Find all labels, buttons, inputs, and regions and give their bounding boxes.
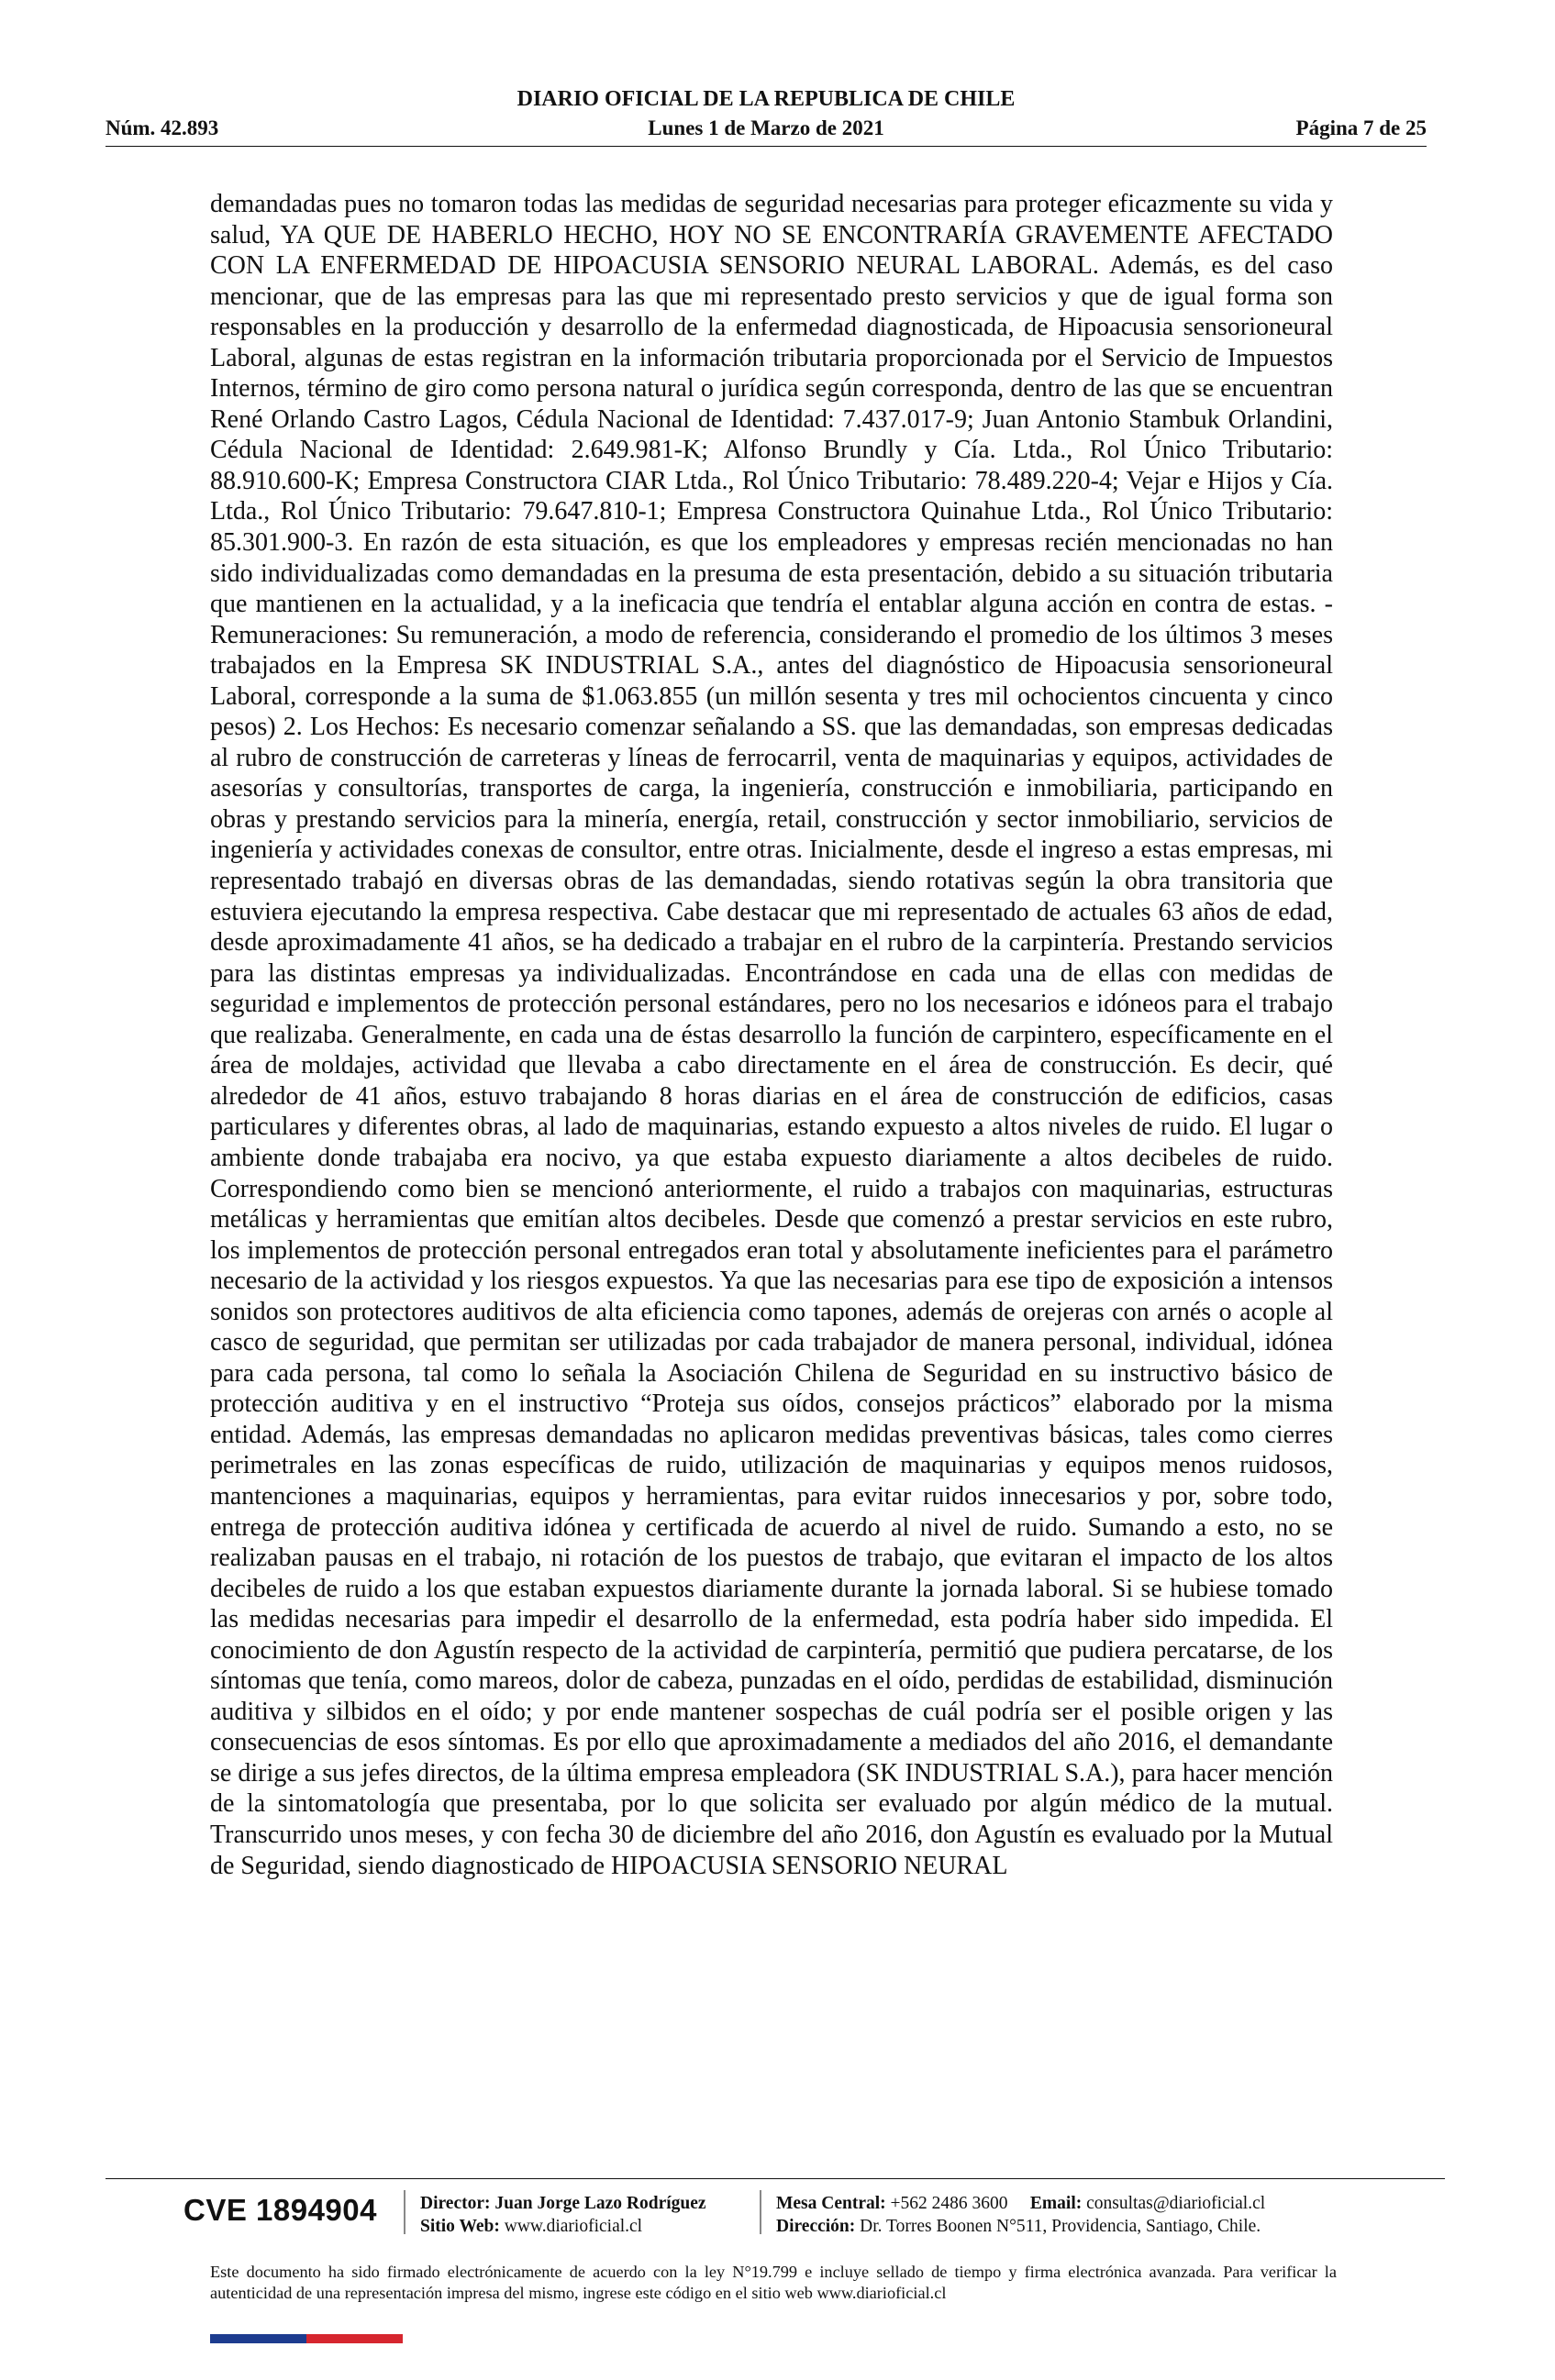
address-label: Dirección: bbox=[776, 2217, 856, 2236]
phone-number: +562 2486 3600 bbox=[890, 2194, 1008, 2213]
issue-number: Núm. 42.893 bbox=[106, 116, 219, 139]
cve-code: CVE 1894904 bbox=[183, 2193, 377, 2227]
publication-title: DIARIO OFICIAL DE LA REPUBLICA DE CHILE bbox=[516, 87, 1016, 111]
header-divider bbox=[106, 146, 1427, 147]
footer-director-block bbox=[420, 2192, 706, 2238]
flag-stripe bbox=[210, 2334, 403, 2343]
address-text: Dr. Torres Boonen N°511, Providencia, Santiago, Chile. bbox=[860, 2217, 1261, 2236]
footer-separator bbox=[760, 2190, 761, 2234]
footer-divider bbox=[106, 2178, 1445, 2179]
body-paragraph: demandadas pues no tomaron todas las medidas de seguridad necesarias para proteger eficazmente su vida y salud, YA QUE DE HABERLO HECHO, HOY NO SE ENCONTRARÍA GRAVEMENTE AFECTADO CON LA ENFERMEDAD DE HIPOACUSIA SENSORIO NEURAL LABORAL. Además, es del caso mencionar, que de las empresas para las que mi representado presto servicios y que de igual forma son responsables en la producción y desarrollo de la enfermedad diagnosticada, de Hipoacusia sensorioneural Laboral, algunas de estas registran en la información tributaria proporcionada por el Servicio de Impuestos Internos, término de giro como persona natural o jurídica según corresponda, dentro de las que se encuentran René Orlando Castro Lagos, Cédula Nacional de Identidad: 7.437.017-9; Juan Antonio Stambuk Orlandini, Cédula Nacional de Identidad: 2.649.981-K; Alfonso Brundly y Cía. Ltda., Rol Único Tributario: 88.910.600-K; Empresa Constructora CIAR Ltda., Rol Único Tributario: 78.489.220-4; Vejar e Hijos y Cía. Ltda., Rol Único Tributario: 79.647.810-1; Empresa Constructora Quinahue Ltda., Rol Único Tributario: 85.301.900-3. En razón de esta situación, es que los empleadores y empresas recién mencionadas no han sido individualizadas como demandadas en la presuma de esta presentación, debido a su situación tributaria que mantienen en la actualidad, y a la ineficacia que tendría el entablar alguna acción en contra de estas. - Remuneraciones: Su remuneración, a modo de referencia, considerando el promedio de los últimos 3 meses trabajados en la Empresa SK INDUSTRIAL S.A., antes del diagnóstico de Hipoacusia sensorioneural Laboral, corresponde a la suma de $1.063.855 (un millón sesenta y tres mil ochocientos cincuenta y cinco pesos) 2. Los Hechos: Es necesario comenzar señalando a SS. que las demandadas, son empresas dedicadas al rubro de construcción de carreteras y líneas de ferrocarril, venta de maquinarias y equipos, actividades de asesorías y consultorías, transportes de carga, la ingeniería, construcción e inmobiliaria, participando en obras y prestando servicios para la minería, energía, retail, construcción y sector inmobiliario, servicios de ingeniería y actividades conexas de consultor, entre otras. Inicialmente, desde el ingreso a estas empresas, mi representado trabajó en diversas obras de las demandadas, siendo rotativas según la obra transitoria que estuviera ejecutando la empresa respectiva. Cabe destacar que mi representado de actuales 63 años de edad, desde aproximadamente 41 años, se ha dedicado a trabajar en el rubro de la carpintería. Prestando servicios para las distintas empresas ya individualizadas. Encontrándose en cada una de ellas con medidas de seguridad e implementos de protección personal estándares, pero no los necesarios e idóneos para el trabajo que realizaba. Generalmente, en cada una de éstas desarrollo la función de carpintero, específicamente en el área de moldajes, actividad que llevaba a cabo directamente en el área de construcción. Es decir, qué alrededor de 41 años, estuvo trabajando 8 horas diarias en el área de construcción de edificios, casas particulares y diferentes obras, al lado de maquinarias, estando expuesto a altos niveles de ruido. El lugar o ambiente donde trabajaba era nocivo, ya que estaba expuesto diariamente a altos decibeles de ruido. Correspondiendo como bien se mencionó anteriormente, el ruido a trabajos con maquinarias, estructuras metálicas y herramientas que emitían altos decibeles. Desde que comenzó a prestar servicios en este rubro, los implementos de protección personal entregados eran total y absolutamente ineficientes para el parámetro necesario de la actividad y los riesgos expuestos. Ya que las necesarias para ese tipo de exposición a intensos sonidos son protectores auditivos de alta eficiencia como tapones, además de orejeras con arnés o acople al casco de seguridad, que permitan ser utilizadas por cada trabajador de manera personal, individual, idónea para cada persona, tal como lo señala la Asociación Chilena de Seguridad en su instructivo básico de protección auditiva y en el instructivo “Proteja sus oídos, consejos prácticos” elaborado por la misma entidad. Además, las empresas demandadas no aplicaron medidas preventivas básicas, tales como cierres perimetrales en las zonas específicas de ruido, utilización de maquinarias y equipos menos ruidosos, mantenciones a maquinarias, equipos y herramientas, para evitar ruidos innecesarios y por, sobre todo, entrega de protección auditiva idónea y certificada de acuerdo al nivel de ruido. Sumando a esto, no se realizaban pausas en el trabajo, ni rotación de los puestos de trabajo, que evitaran el impacto de los altos decibeles de ruido a los que estaban expuestos diariamente durante la jornada laboral. Si se hubiese tomado las medidas necesarias para impedir el desarrollo de la enfermedad, esta podría haber sido impedida. El conocimiento de don Agustín respecto de la actividad de carpintería, permitió que pudiera percatarse, de los síntomas que tenía, como mareos, dolor de cabeza, punzadas en el oído, perdidas de estabilidad, disminución auditiva y silbidos en el oído; y por ende mantener sospechas de cuál podría ser el posible origen y las consecuencias de esos síntomas. Es por ello que aproximadamente a mediados del año 2016, el demandante se dirige a sus jefes directos, de la última empresa empleadora (SK INDUSTRIAL S.A.), para hacer mención de la sintomatología que presentaba, por lo que solicita ser evaluado por algún médico de la mutual. Transcurrido unos meses, y con fecha 30 de diciembre del año 2016, don Agustín es evaluado por la Mutual de Seguridad, siendo diagnosticado de HIPOACUSIA SENSORIO NEURAL bbox=[210, 190, 1333, 1880]
flag-blue-segment bbox=[210, 2334, 306, 2343]
issue-date: Lunes 1 de Marzo de 2021 bbox=[648, 116, 884, 139]
page-number: Página 7 de 25 bbox=[1295, 116, 1427, 139]
footer-contact-block bbox=[776, 2192, 1265, 2238]
email-link[interactable]: consultas@diarioficial.cl bbox=[1086, 2194, 1266, 2213]
director-label: Director: bbox=[420, 2194, 491, 2213]
director-name: Juan Jorge Lazo Rodríguez bbox=[494, 2194, 706, 2213]
email-label: Email: bbox=[1029, 2194, 1083, 2213]
phone-label: Mesa Central: bbox=[776, 2194, 886, 2213]
footer-separator bbox=[404, 2190, 405, 2234]
flag-red-segment bbox=[306, 2334, 403, 2343]
page-header bbox=[106, 87, 1427, 151]
legal-notice: Este documento ha sido firmado electrónicamente de acuerdo con la ley N°19.799 e incluye sellado de tiempo y firma electrónica avanzada. Para verificar la autenticidad de una representación impresa del mismo, ingrese este código en el sitio web www.diarioficial.cl bbox=[210, 2263, 1337, 2302]
website-label: Sitio Web: bbox=[420, 2217, 500, 2236]
website-link[interactable]: www.diarioficial.cl bbox=[504, 2217, 643, 2236]
